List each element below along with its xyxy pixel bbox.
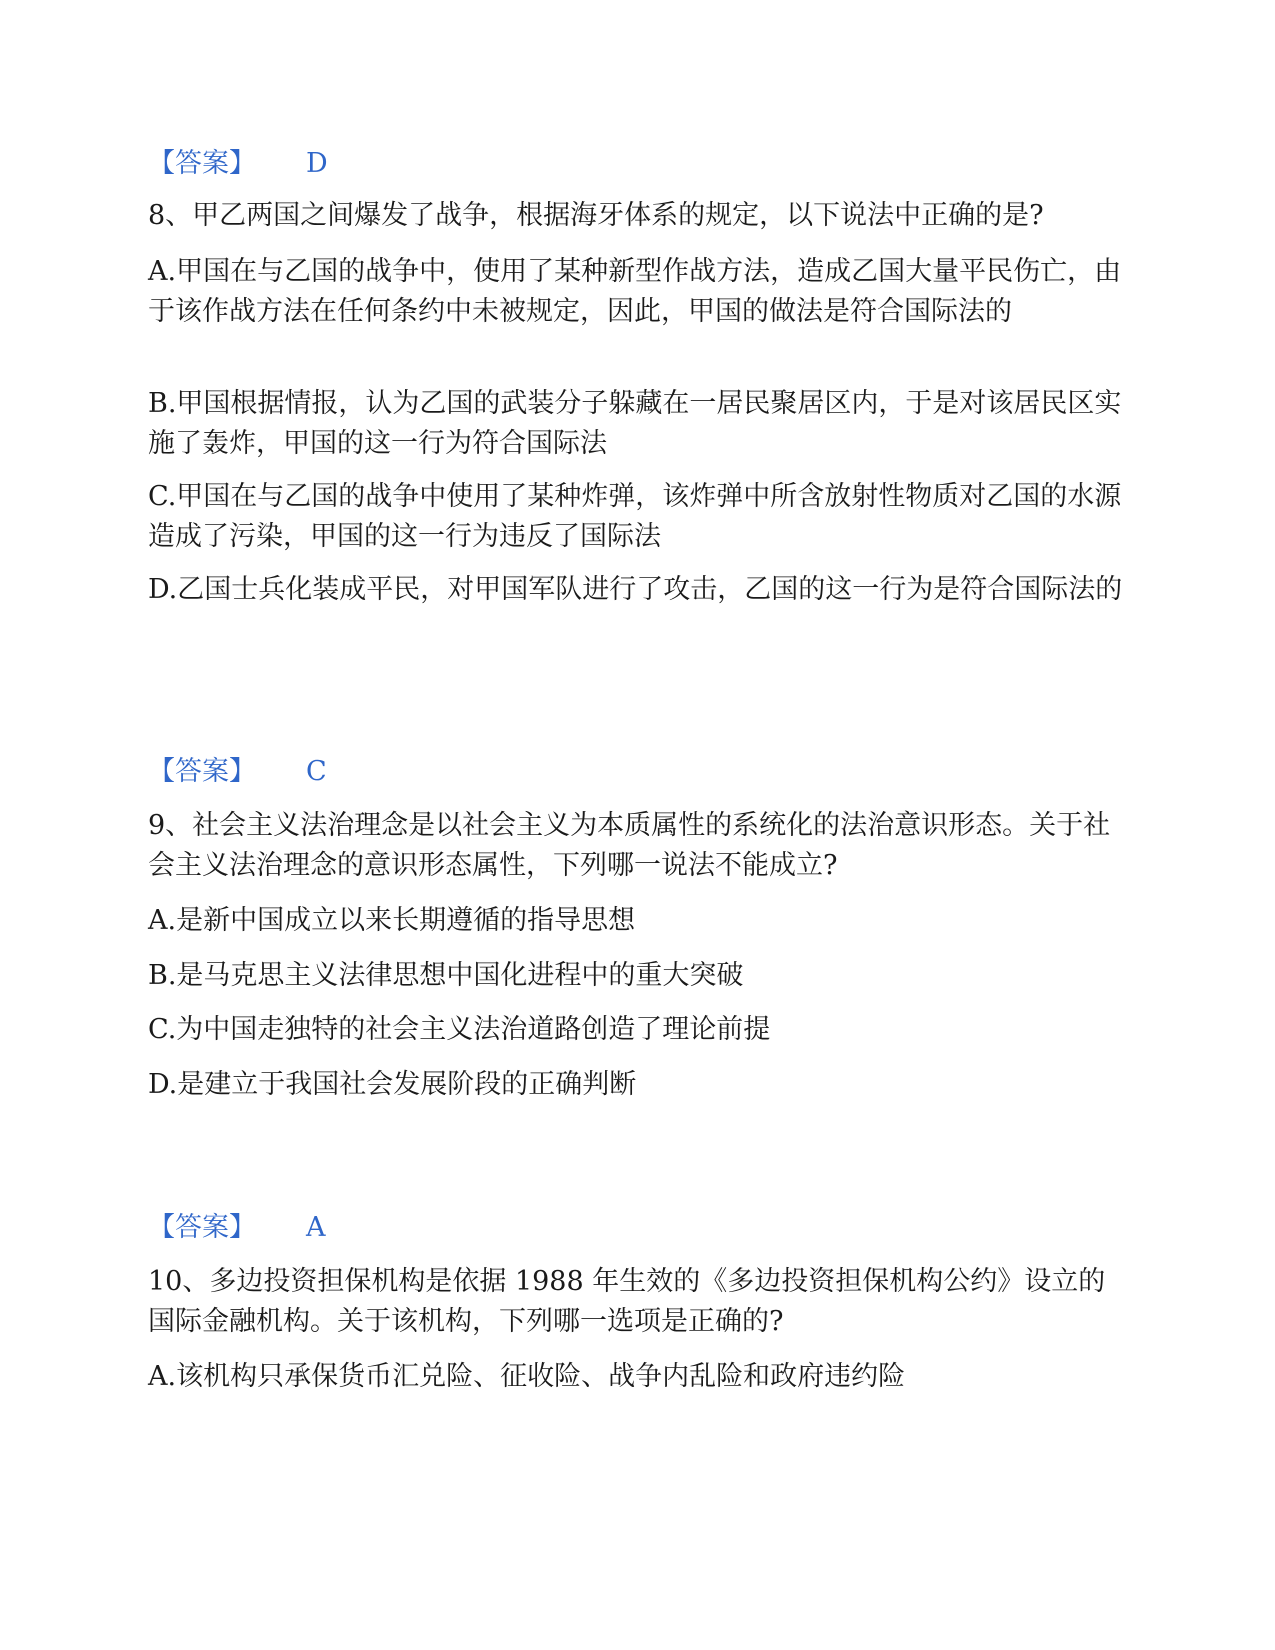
question-9-option-d: D.是建立于我国社会发展阶段的正确判断 bbox=[148, 1069, 637, 1100]
answer-label: 【答案】 bbox=[148, 1212, 256, 1243]
question-8-option-b: B.甲国根据情报，认为乙国的武装分子躲藏在一居民聚居区内，于是对该居民区实施了轰炸，甲国的这一行为符合国际法 bbox=[148, 388, 1122, 459]
answer-value: D bbox=[306, 148, 328, 179]
answer-line bbox=[148, 754, 327, 790]
question-9-option-c: C.为中国走独特的社会主义法治道路创造了理论前提 bbox=[148, 1014, 771, 1045]
answer-label: 【答案】 bbox=[148, 148, 256, 179]
question-8-option-a: A.甲国在与乙国的战争中，使用了某种新型作战方法，造成乙国大量平民伤亡，由于该作战方法在任何条约中未被规定，因此，甲国的做法是符合国际法的 bbox=[148, 256, 1122, 327]
answer-value: C bbox=[306, 756, 327, 787]
answer-line bbox=[148, 1210, 326, 1246]
question-8-stem: 8、甲乙两国之间爆发了战争，根据海牙体系的规定，以下说法中正确的是? bbox=[148, 200, 1044, 231]
question-9-stem: 9、社会主义法治理念是以社会主义为本质属性的系统化的法治意识形态。关于社会主义法治理念的意识形态属性，下列哪一说法不能成立? bbox=[148, 810, 1111, 881]
question-8-option-d: D.乙国士兵化装成平民，对甲国军队进行了攻击，乙国的这一行为是符合国际法的 bbox=[148, 574, 1123, 605]
question-9-option-b: B.是马克思主义法律思想中国化进程中的重大突破 bbox=[148, 960, 744, 991]
question-8-option-c: C.甲国在与乙国的战争中使用了某种炸弹，该炸弹中所含放射性物质对乙国的水源造成了污染，甲国的这一行为违反了国际法 bbox=[148, 481, 1122, 552]
question-10-option-a: A.该机构只承保货币汇兑险、征收险、战争内乱险和政府违约险 bbox=[148, 1361, 906, 1392]
question-10-stem: 10、多边投资担保机构是依据 1988 年生效的《多边投资担保机构公约》设立的国际金融机构。关于该机构，下列哪一选项是正确的? bbox=[148, 1266, 1106, 1337]
answer-value: A bbox=[306, 1212, 326, 1243]
question-9-option-a: A.是新中国成立以来长期遵循的指导思想 bbox=[148, 905, 636, 936]
answer-line bbox=[148, 146, 328, 182]
answer-label: 【答案】 bbox=[148, 756, 256, 787]
